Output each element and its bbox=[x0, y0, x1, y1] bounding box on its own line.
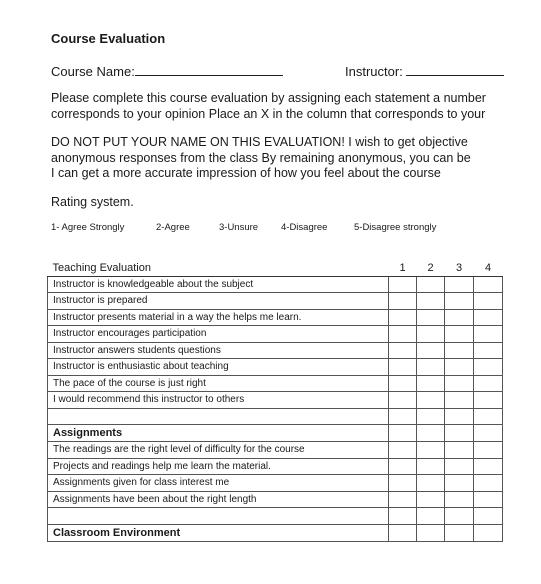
column-header: 3 bbox=[445, 260, 474, 276]
rating-cell[interactable] bbox=[474, 375, 503, 392]
rating-cell[interactable] bbox=[474, 359, 503, 376]
evaluation-table bbox=[47, 260, 503, 542]
rating-cell[interactable] bbox=[389, 342, 417, 359]
statement-cell: The readings are the right level of difficulty for the course bbox=[48, 442, 389, 459]
statement-cell: Assignments have been about the right length bbox=[48, 491, 389, 508]
statement-cell: Assignments given for class interest me bbox=[48, 475, 389, 492]
rating-cell bbox=[417, 524, 445, 541]
rating-cell[interactable] bbox=[445, 359, 474, 376]
rating-cell[interactable] bbox=[474, 276, 503, 293]
rating-cell[interactable] bbox=[445, 408, 474, 425]
rating-cell[interactable] bbox=[389, 408, 417, 425]
section-row bbox=[48, 524, 503, 541]
rating-cell[interactable] bbox=[474, 293, 503, 310]
intro-line: Please complete this course evaluation by assigning each statement a number bbox=[51, 91, 486, 105]
rating-cell[interactable] bbox=[389, 293, 417, 310]
intro-paragraph bbox=[51, 91, 486, 122]
rating-cell[interactable] bbox=[417, 442, 445, 459]
rating-scale-item: 3-Unsure bbox=[219, 222, 259, 233]
rating-cell[interactable] bbox=[389, 276, 417, 293]
rating-scale-item: 4-Disagree bbox=[281, 222, 328, 233]
rating-scale-item: 2-Agree bbox=[156, 222, 190, 233]
rating-cell[interactable] bbox=[445, 276, 474, 293]
section-row bbox=[48, 425, 503, 442]
rating-cell bbox=[417, 425, 445, 442]
rating-cell[interactable] bbox=[389, 475, 417, 492]
rating-cell[interactable] bbox=[474, 408, 503, 425]
rating-cell[interactable] bbox=[417, 508, 445, 525]
rating-cell[interactable] bbox=[417, 375, 445, 392]
warning-line: DO NOT PUT YOUR NAME ON THIS EVALUATION! I wish to get objective bbox=[51, 135, 468, 149]
rating-cell[interactable] bbox=[445, 491, 474, 508]
rating-cell bbox=[474, 524, 503, 541]
statement-cell: Instructor encourages participation bbox=[48, 326, 389, 343]
rating-cell[interactable] bbox=[445, 475, 474, 492]
rating-cell[interactable] bbox=[389, 458, 417, 475]
rating-cell[interactable] bbox=[474, 326, 503, 343]
classroom-environment-heading: Classroom Environment bbox=[48, 524, 389, 541]
rating-cell[interactable] bbox=[474, 458, 503, 475]
rating-cell[interactable] bbox=[474, 508, 503, 525]
rating-cell[interactable] bbox=[445, 458, 474, 475]
rating-scale-item: 1- Agree Strongly bbox=[51, 222, 125, 233]
rating-cell bbox=[445, 524, 474, 541]
blank-statement-cell bbox=[48, 408, 389, 425]
table-row bbox=[48, 458, 503, 475]
rating-cell[interactable] bbox=[389, 359, 417, 376]
rating-cell[interactable] bbox=[445, 342, 474, 359]
rating-cell[interactable] bbox=[445, 326, 474, 343]
statement-cell: The pace of the course is just right bbox=[48, 375, 389, 392]
table-row bbox=[48, 475, 503, 492]
rating-cell[interactable] bbox=[389, 309, 417, 326]
table-row bbox=[48, 392, 503, 409]
statement-cell: Instructor is prepared bbox=[48, 293, 389, 310]
statement-cell: Instructor is enthusiastic about teaching bbox=[48, 359, 389, 376]
rating-cell[interactable] bbox=[445, 309, 474, 326]
table-row bbox=[48, 276, 503, 293]
statement-cell: Instructor is knowledgeable about the subject bbox=[48, 276, 389, 293]
rating-cell[interactable] bbox=[445, 508, 474, 525]
rating-cell[interactable] bbox=[417, 359, 445, 376]
table-row bbox=[48, 375, 503, 392]
teaching-evaluation-heading: Teaching Evaluation bbox=[48, 260, 389, 276]
rating-cell[interactable] bbox=[389, 392, 417, 409]
warning-line: I can get a more accurate impression of how you feel about the course bbox=[51, 166, 441, 180]
table-row bbox=[48, 442, 503, 459]
course-name-blank[interactable] bbox=[135, 63, 283, 76]
table-row bbox=[48, 309, 503, 326]
rating-cell[interactable] bbox=[389, 508, 417, 525]
rating-cell bbox=[474, 425, 503, 442]
rating-cell[interactable] bbox=[417, 392, 445, 409]
rating-cell bbox=[389, 425, 417, 442]
rating-cell[interactable] bbox=[389, 442, 417, 459]
rating-system-title: Rating system. bbox=[51, 195, 134, 209]
rating-cell[interactable] bbox=[445, 375, 474, 392]
table-row bbox=[48, 293, 503, 310]
rating-cell[interactable] bbox=[417, 475, 445, 492]
warning-line: anonymous responses from the class By remaining anonymous, you can be bbox=[51, 150, 471, 165]
rating-cell[interactable] bbox=[417, 408, 445, 425]
table-row-blank bbox=[48, 408, 503, 425]
rating-cell[interactable] bbox=[417, 293, 445, 310]
column-header: 2 bbox=[417, 260, 445, 276]
column-header: 4 bbox=[474, 260, 503, 276]
rating-cell[interactable] bbox=[445, 392, 474, 409]
rating-cell[interactable] bbox=[445, 442, 474, 459]
rating-cell[interactable] bbox=[474, 491, 503, 508]
table-header-row bbox=[48, 260, 503, 276]
assignments-heading: Assignments bbox=[48, 425, 389, 442]
rating-cell[interactable] bbox=[389, 491, 417, 508]
rating-scale-item: 5-Disagree strongly bbox=[354, 222, 437, 233]
rating-cell[interactable] bbox=[417, 342, 445, 359]
rating-cell[interactable] bbox=[389, 326, 417, 343]
blank-statement-cell bbox=[48, 508, 389, 525]
warning-paragraph bbox=[51, 135, 471, 182]
table-row bbox=[48, 342, 503, 359]
table-row bbox=[48, 326, 503, 343]
rating-cell[interactable] bbox=[474, 442, 503, 459]
instructor-blank[interactable] bbox=[406, 63, 504, 76]
course-name-label: Course Name: bbox=[51, 64, 135, 79]
column-header: 1 bbox=[389, 260, 417, 276]
rating-cell[interactable] bbox=[474, 475, 503, 492]
table-row bbox=[48, 491, 503, 508]
statement-cell: I would recommend this instructor to others bbox=[48, 392, 389, 409]
rating-cell[interactable] bbox=[417, 309, 445, 326]
rating-cell[interactable] bbox=[417, 491, 445, 508]
rating-cell[interactable] bbox=[474, 342, 503, 359]
table-row bbox=[48, 359, 503, 376]
statement-cell: Instructor presents material in a way the helps me learn. bbox=[48, 309, 389, 326]
statement-cell: Instructor answers students questions bbox=[48, 342, 389, 359]
rating-cell[interactable] bbox=[417, 326, 445, 343]
rating-cell[interactable] bbox=[389, 375, 417, 392]
page-title: Course Evaluation bbox=[51, 31, 166, 46]
instructor-field bbox=[345, 63, 504, 79]
table-row-blank bbox=[48, 508, 503, 525]
rating-cell[interactable] bbox=[474, 309, 503, 326]
statement-cell: Projects and readings help me learn the material. bbox=[48, 458, 389, 475]
course-name-field bbox=[51, 63, 283, 79]
rating-cell bbox=[445, 425, 474, 442]
rating-cell[interactable] bbox=[474, 392, 503, 409]
rating-cell[interactable] bbox=[417, 458, 445, 475]
instructor-label: Instructor: bbox=[345, 64, 403, 79]
rating-cell bbox=[389, 524, 417, 541]
rating-cell[interactable] bbox=[417, 276, 445, 293]
intro-line: corresponds to your opinion Place an X in the column that corresponds to your bbox=[51, 106, 486, 121]
rating-cell[interactable] bbox=[445, 293, 474, 310]
